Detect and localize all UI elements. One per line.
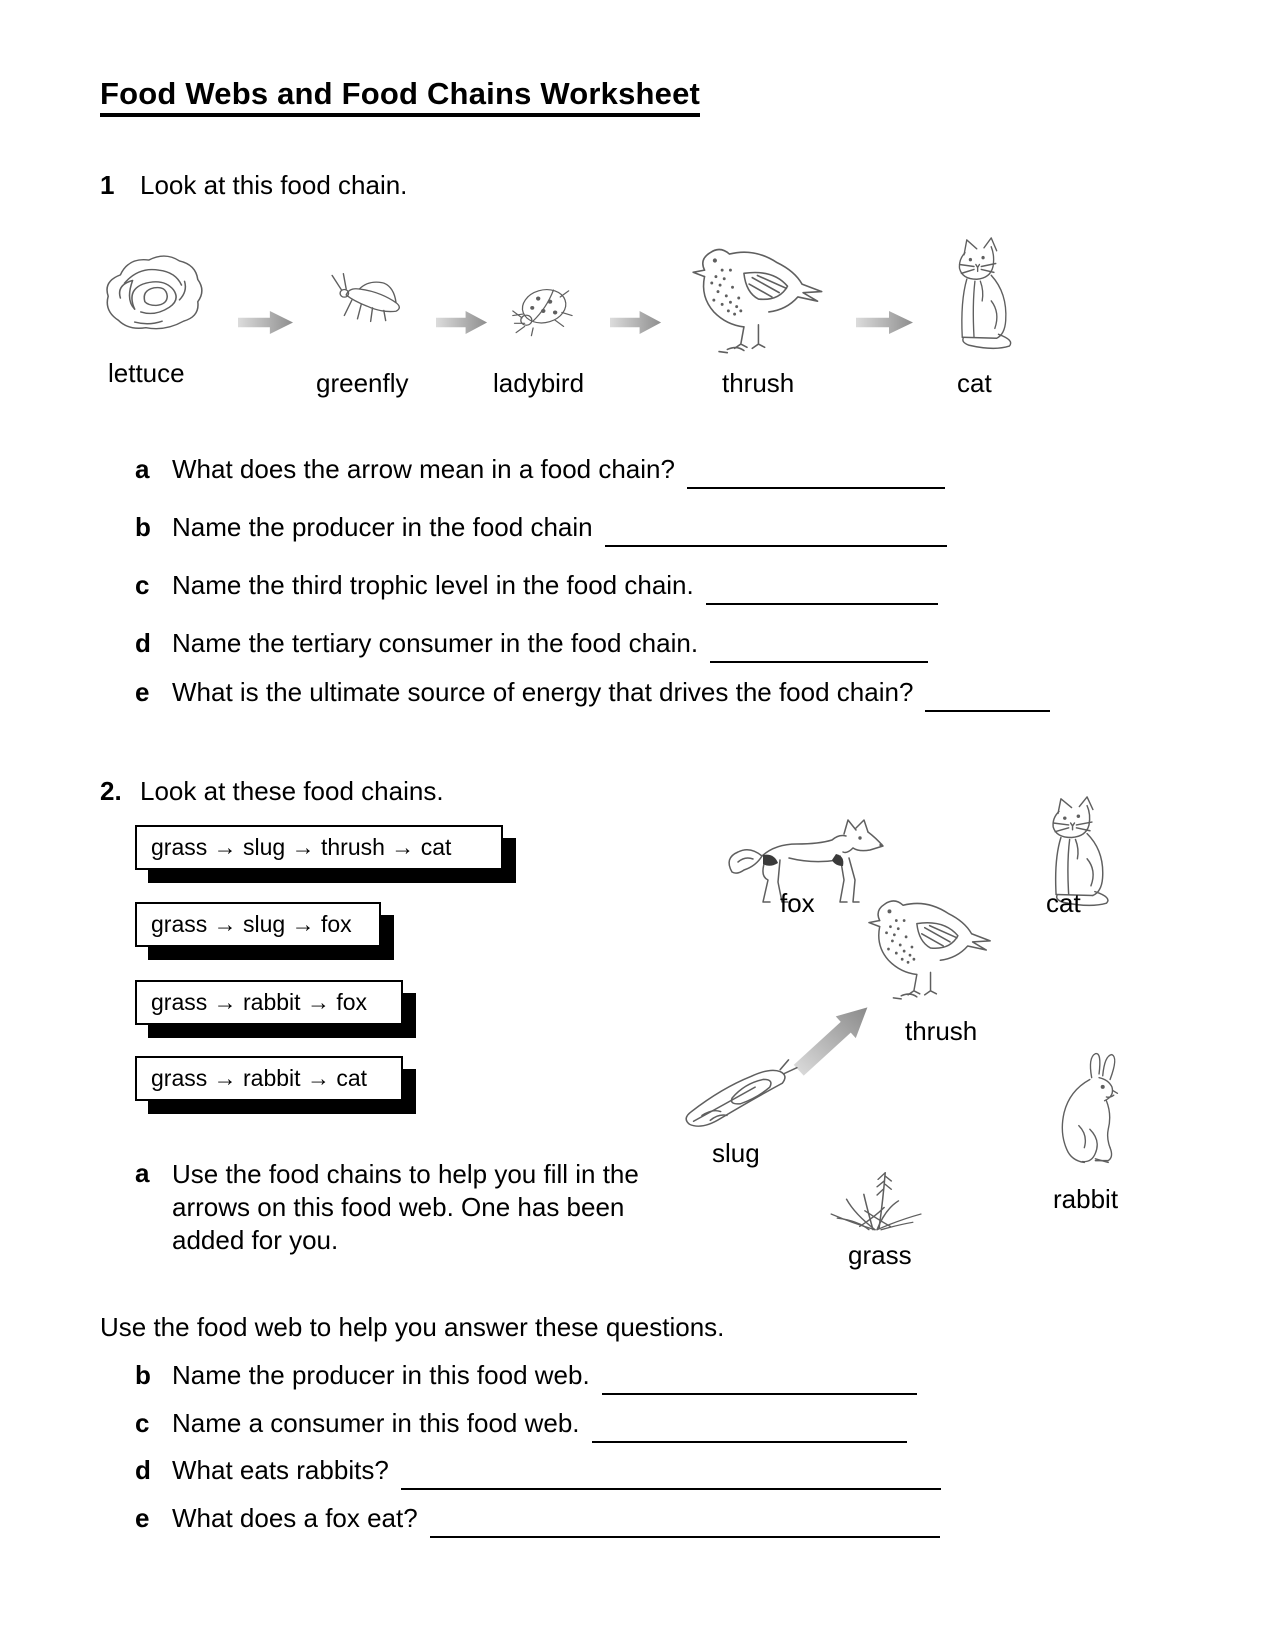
answer-blank-2c [592,1415,907,1443]
question-1c [135,570,938,601]
question-1b [135,512,947,543]
question-1-prompt: Look at this food chain. [140,170,408,200]
rabbit-illustration [1042,1050,1134,1168]
thrush-illustration [866,890,998,1004]
web-label-rabbit: rabbit [1053,1184,1119,1214]
answer-blank-1a [687,461,945,489]
answer-blank-2e [430,1510,940,1538]
question-text: What does a fox eat? [172,1503,418,1533]
web-label-slug: slug [712,1138,760,1168]
question-2a-line-1: Use the food chains to help you fill in the [172,1159,639,1189]
question-2b [135,1360,917,1391]
question-text: What eats rabbits? [172,1455,389,1485]
question-1-number: 1 [100,170,115,200]
food-chain-box-4: grass → rabbit → cat [135,1056,403,1101]
question-text: Name a consumer in this food web. [172,1408,580,1438]
grass-illustration [818,1162,930,1238]
question-letter: a [135,454,150,484]
cat-illustration [936,236,1022,352]
chain-label-lettuce: lettuce [108,358,185,388]
chain-label-cat: cat [957,368,992,398]
question-2a-line-3: added for you. [172,1225,339,1255]
answer-blank-2d [401,1462,941,1490]
question-1a [135,454,945,485]
question-2c [135,1408,907,1439]
question-letter: b [135,1360,151,1390]
question-text: What is the ultimate source of energy that drives the food chain? [172,677,914,707]
web-label-grass: grass [848,1240,912,1270]
answer-blank-1c [706,577,938,605]
food-chain-box-3: grass → rabbit → fox [135,980,403,1025]
question-text: Name the producer in this food web. [172,1360,590,1390]
answer-blank-1b [605,519,947,547]
slug-illustration [680,1055,800,1133]
chain-label-thrush: thrush [722,368,795,398]
food-chain-box-2: grass → slug → fox [135,902,381,947]
food-chain-arrow-icon [238,310,294,335]
answer-blank-1d [710,635,928,663]
question-text: Name the third trophic level in the food chain. [172,570,694,600]
question-letter: b [135,512,151,542]
chain-label-ladybird: ladybird [493,368,585,398]
chain-label-greenfly: greenfly [316,368,409,398]
question-letter: e [135,677,150,707]
food-web-instruction: Use the food web to help you answer these questions. [100,1312,725,1342]
question-2a-letter: a [135,1158,150,1188]
answer-blank-2b [602,1367,917,1395]
question-text: Name the tertiary consumer in the food chain. [172,628,699,658]
question-letter: c [135,1408,150,1438]
question-2-number: 2. [100,776,122,806]
food-chain-box-1: grass → slug → thrush → cat [135,825,503,870]
question-2d [135,1455,941,1486]
web-label-cat: cat [1046,888,1081,918]
question-2-prompt: Look at these food chains. [140,776,444,806]
food-chain-arrow-icon [436,310,488,335]
question-text: Name the producer in the food chain [172,512,593,542]
question-1e [135,677,1050,708]
web-label-fox: fox [780,888,815,918]
ladybird-illustration [506,280,578,338]
question-2a-line-2: arrows on this food web. One has been [172,1192,625,1222]
question-letter: c [135,570,150,600]
question-2-heading [100,776,444,807]
question-letter: d [135,1455,151,1485]
greenfly-illustration [318,266,412,330]
question-2e [135,1503,940,1534]
thrush-illustration [690,238,830,358]
food-chain-arrow-icon [856,310,914,335]
question-1d [135,628,928,659]
web-label-thrush: thrush [905,1016,978,1046]
food-chain-arrow-icon [610,310,662,335]
lettuce-illustration [98,248,210,336]
question-text: What does the arrow mean in a food chain? [172,454,675,484]
answer-blank-1e [925,684,1050,712]
question-1-heading [100,170,407,201]
page-title: Food Webs and Food Chains Worksheet [100,76,700,117]
question-letter: d [135,628,151,658]
question-letter: e [135,1503,150,1533]
question-2a-text [172,1158,639,1257]
